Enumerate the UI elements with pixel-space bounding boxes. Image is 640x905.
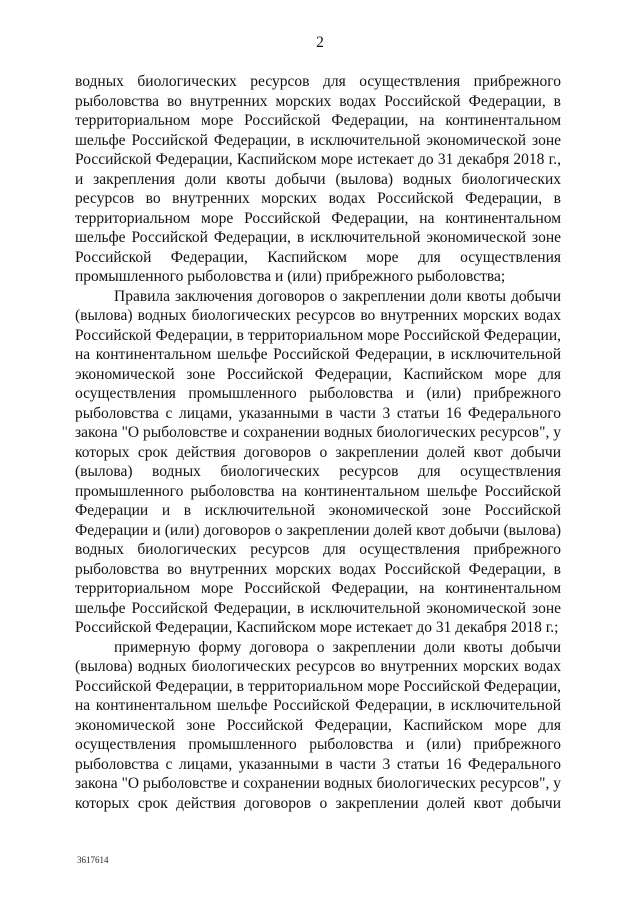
paragraph-rules: Правила заключения договоров о закреплении доли квоты добычи (вылова) водных биологических ресурсов во внутренних морских водах Российской Федерации, в территориальном море Российской Федерации, на континентальном шельфе Российской Федерации, в исключительной экономической зоне Российской Федерации, Каспийском море для осуществления промышленного рыболовства и (или) прибрежного рыболовства с лицами, указанными в части 3 статьи 16 Федерального закона "О рыболовстве и сохранении водных биологических ресурсов", у которых срок действия договоров о закреплении долей квот добычи (вылова) водных биологических ресурсов для осуществления промышленного рыболовства на континентальном шельфе Российской Федерации и в исключительной экономической зоне Российской Федерации и (или) договоров о закреплении долей квот добычи (вылова) водных биологических ресурсов для осуществления прибрежного рыболовства во внутренних морских водах Российской Федерации, в территориальном море Российской Федерации, на континентальном шельфе Российской Федерации, в исключительной экономической зоне Российской Федерации, Каспийском море истекает до 31 декабря 2018 г.; bbox=[75, 287, 561, 636]
document-code: 3617614 bbox=[77, 855, 109, 865]
page-number: 2 bbox=[316, 34, 324, 51]
paragraph-sample-form: примерную форму договора о закреплении доли квоты добычи (вылова) водных биологических ресурсов во внутренних морских водах Российской Федерации, в территориальном море Российской Федерации, на континентальном шельфе Российской Федерации, в исключительной экономической зоне Российской Федерации, Каспийском море для осуществления промышленного рыболовства и (или) прибрежного рыболовства с лицами, указанными в части 3 статьи 16 Федерального закона "О рыболовстве и сохранении водных биологических ресурсов", у которых срок действия договоров о закреплении долей квот добычи bbox=[75, 638, 561, 812]
document-body bbox=[75, 72, 561, 813]
paragraph-continuation: водных биологических ресурсов для осуществления прибрежного рыболовства во внутренних морских водах Российской Федерации, в территориальном море Российской Федерации, на континентальном шельфе Российской Федерации, в исключительной экономической зоне Российской Федерации, Каспийском море истекает до 31 декабря 2018 г., и закрепления доли квоты добычи (вылова) водных биологических ресурсов во внутренних морских водах Российской Федерации, в территориальном море Российской Федерации, на континентальном шельфе Российской Федерации, в исключительной экономической зоне Российской Федерации, Каспийском море для осуществления промышленного рыболовства и (или) прибрежного рыболовства; bbox=[75, 73, 561, 285]
